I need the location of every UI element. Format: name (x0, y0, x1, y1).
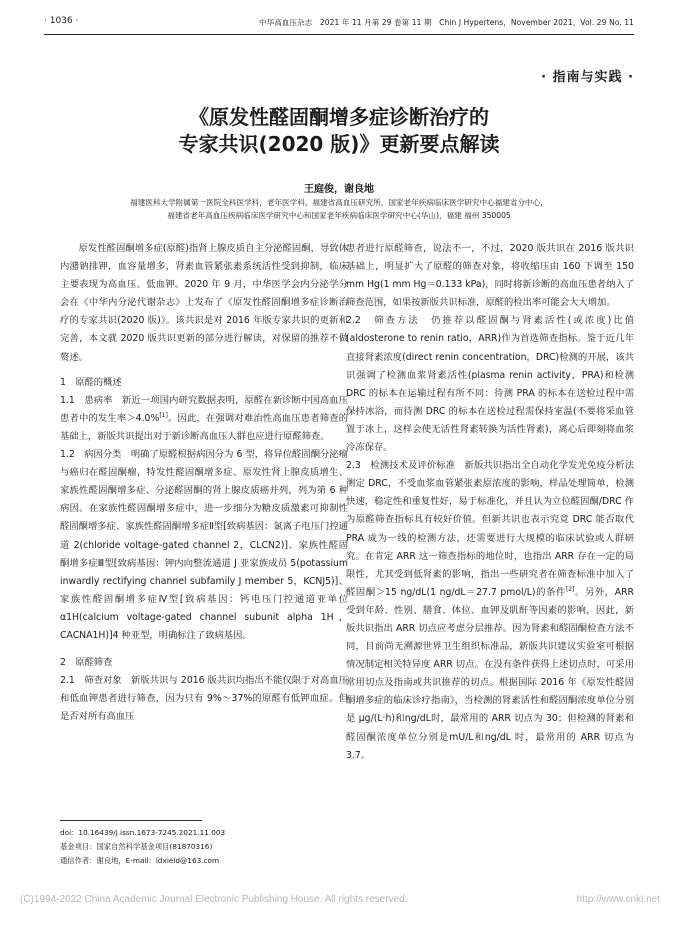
paragraph-2-1: 2.1 筛查对象 新版共识与 2016 版共识均指出不能仅限于对高血压和低血钾患者进行筛查，因为只有 9%～37%的原醛有低钾血症。但是否对所有高血压 (60, 675, 348, 723)
right-column (346, 240, 634, 765)
title-line-2: 专家共识(2020 版)》更新要点解读 (178, 132, 500, 156)
paragraph-2-3-text: 2.3 检测技术及评价标准 新版共识指出全自动化学发光免疫分析法测定 DRC，不受血浆血管紧张素原浓度的影响，样品处理简单，检测快速，稳定性和重复性好，易于标准化，并且认为立位醛固酮/DRC 作为原醛筛查指标具有较好价值。但新共识也表示究竟 DRC 能否取代 PRA 成为一线的检测方法，还需要进行大规模的临床试验或人群研究。在肯定 ARR 这一筛查指标的地位时，也指出 ARR 存在一定的局限性，尤其受到低肾素的影响，指出一些研究者在筛查标准中加入了醛固酮＞15 ng/dL(1 ng/dL＝27.7 pmol/L)的条件 (346, 460, 634, 598)
paragraph-2-1-continued: 患者进行原醛筛查，说法不一，不过，2020 版共识在 2016 版共识基础上，明显扩大了原醛的筛查对象，将收缩压由 160 下调至 150 mm Hg(1 mm Hg＝0.133 kPa)，同时将新诊断的高血压患者纳入了筛查范围，如果按新版共识标准，原醛的检出率可能会大大增加。 (346, 243, 634, 309)
citation-ref-2: [2] (565, 585, 575, 593)
article-title (40, 104, 638, 158)
paragraph-2-3-text-cont: 。另外，ARR 受到年龄、性别、膳食、体位、血钾及肌酐等因素的影响，因此，新版共识指出 ARR 切点应考虑分层推荐。因为肾素和醛固酮检查方法不同，目前尚无溯源世界卫生组织标准品，新版共识建议实验室可根据情况制定相关特异度 ARR 切点。在没有条件获得上述切点时，可采用常用切点及指南或共识推荐的切点。根据国际 2016 年《原发性醛固酮增多症的临床诊疗指南》，当检测的肾素活性和醛固酮浓度单位分别是 μg/(L·h)和ng/dL时，最常用的 ARR 切点为 30；但检测的肾素和醛固酮浓度单位分别是mU/L和ng/dL 时，最常用的 ARR 切点为 3.7。 (346, 586, 635, 761)
copyright-watermark (20, 894, 670, 905)
affiliation-line-2: 福建省老年高血压疾病临床医学研究中心和国家老年疾病临床医学研究中心(华山)，福建 福州 350005 (167, 211, 511, 220)
paragraph-1-1 (60, 392, 348, 446)
footnotes (60, 826, 350, 868)
section-tag: · 指南与实践 · (541, 70, 634, 85)
title-line-1: 《原发性醛固酮增多症诊断治疗的 (189, 105, 489, 129)
copyright-text: (C)1994-2022 China Academic Journal Electronic Publishing House. All rights reserved. (20, 894, 408, 905)
page-number: · 1036 · (44, 16, 79, 26)
authors: 王庭俊，谢良地 (304, 184, 374, 195)
left-column (60, 240, 348, 726)
journal-citation-line: 中华高血压杂志 2021 年 11 月第 29 卷第 11 期 Chin J Hypertens，November 2021，Vol. 29 No. 11 (259, 18, 634, 27)
corresponding-author-line: 通信作者：谢良地，E-mail：ldxield@163.com (60, 856, 220, 865)
section-heading-2: 2 原醛筛查 (60, 657, 113, 669)
citation-ref-1: [1] (159, 411, 168, 419)
header-rule (44, 34, 634, 35)
paragraph-2-2: 2.2 筛查方法 仍推荐以醛固酮与肾素活性(或浓度)比值(aldosterone to renin ratio，ARR)作为首选筛查指标。鉴于近几年直接肾素浓度(direct renin concentration，DRC)检测的开展，该共识强调了检测血浆肾素活性(plasma renin activity，PRA)和检测 DRC 的标本在运输过程有所不同：待测 PRA 的标本在送检过程中需保持冰浴，而待测 DRC 的标本在送检过程需保持室温(不要将采血管置于冰上，这样会使无活性肾素转换为活性肾素)，离心后即刻将血浆冷冻保存。 (346, 315, 634, 454)
affiliation-line-1: 福建医科大学附属第一医院全科医学科，老年医学科，福建省高血压研究所，国家老年疾病临床医学研究中心福建省分中心， (130, 198, 548, 207)
section-heading-1: 1 原醛的概述 (60, 376, 122, 388)
paragraph-1-2: 1.2 病因分类 明确了原醛根据病因分为 6 型，将异位醛固酮分泌瘤与癌归在醛固酮瘤，特发性醛固酮增多症、原发性肾上腺皮质增生、家族性醛固酮增多症、分泌醛固酮的肾上腺皮质癌并列，列为第 6 种病因。在家族性醛固酮增多症中，进一步细分为糖皮质激素可抑制性醛固酮增多症、家族性醛固酮增多症Ⅱ型[致病基因：氯离子电压门控通道 2(chloride voltage-gated channel 2，CLCN2)]、家族性醛固酮增多症Ⅲ型[致病基因：钾内向整流通道 J 亚家族成员 5(potassium inwardly rectifying channel subfamily J member 5，KCNJ5)]、家族性醛固酮增多症Ⅳ型[致病基因：钙电压门控通道亚单位 α1H(calcium voltage-gated channel subunit alpha 1H，CACNA1H)]4 种亚型，明确标注了致病基因。 (60, 449, 348, 641)
cnki-url: http://www.cnki.net (576, 894, 660, 905)
doi-line: doi：10.16439/j.issn.1673-7245.2021.11.003 (60, 828, 226, 837)
affiliation (44, 196, 634, 222)
running-header (44, 14, 634, 30)
paragraph-1-1-text: 1.1 患病率 新近一项国内研究数据表明，原醛在新诊断中国高血压患者中的发生率＞4.0% (60, 394, 348, 424)
footnote-rule (60, 820, 202, 821)
funding-line: 基金项目：国家自然科学基金项目(81870316) (60, 842, 213, 851)
paragraph-2-3 (346, 457, 634, 765)
paragraph-1-1-text-cont: 。因此，在强调对难治性高血压患者筛查的基础上，新版共识提出对于新诊断高血压人群也应进行原醛筛查。 (60, 412, 348, 442)
intro-paragraph: 原发性醛固酮增多症(原醛)指肾上腺皮质自主分泌醛固酮，导致体内潴钠排钾，血容量增多，肾素血管紧张素系统活性受到抑制，临床主要表现为高血压、低血钾。2020 年 9 月，中华医学会内分泌学分会在《中华内分泌代谢杂志》上发布了《原发性醛固酮增多症诊断治疗的专家共识(2020 版)》。该共识是对 2016 年版专家共识的更新和完善，本文就 2020 版共识更新的部分进行解读，对保留的推荐不做赘述。 (60, 243, 348, 363)
